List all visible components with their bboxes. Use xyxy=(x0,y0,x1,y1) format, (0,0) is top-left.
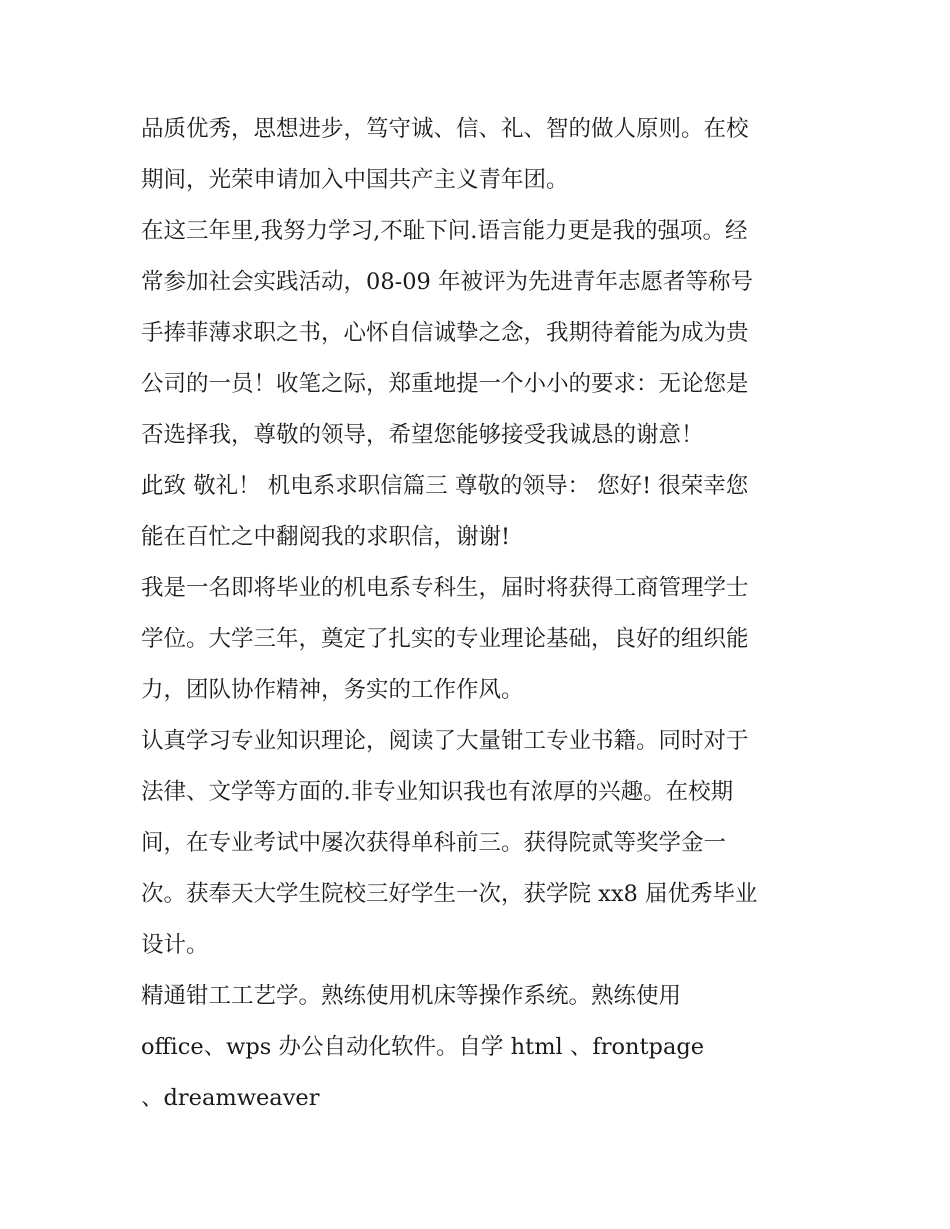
text-line: 否选择我，尊敬的领导，希望您能够接受我诚恳的谢意！ xyxy=(141,422,704,448)
text-line: 力，团队协作精神，务实的工作作风。 xyxy=(141,677,524,703)
text-line: 期间，光荣申请加入中国共产主义青年团。 xyxy=(141,167,569,193)
text-line: 在这三年里,我努力学习,不耻下问.语言能力更是我的强项。经 xyxy=(141,218,748,244)
text-line: 次。获奉天大学生院校三好学生一次，获学院 xx8 届优秀毕业 xyxy=(141,881,758,907)
text-line: office、wps 办公自动化软件。自学 html 、frontpage xyxy=(141,1034,705,1060)
text-line: 精通钳工工艺学。熟练使用机床等操作系统。熟练使用 xyxy=(141,983,682,1009)
text-line: 法律、文学等方面的.非专业知识我也有浓厚的兴趣。在校期 xyxy=(141,779,734,805)
text-line: 、dreamweaver xyxy=(141,1085,320,1111)
text-line: 认真学习专业知识理论，阅读了大量钳工专业书籍。同时对于 xyxy=(141,728,749,754)
text-line: 此致 敬礼！ 机电系求职信篇三 尊敬的领导： 您好! 很荣幸您 xyxy=(141,473,749,499)
text-line: 公司的一员！收笔之际，郑重地提一个小小的要求：无论您是 xyxy=(141,371,749,397)
text-line: 间，在专业考试中屡次获得单科前三。获得院贰等奖学金一 xyxy=(141,830,727,856)
text-line: 常参加社会实践活动，08-09 年被评为先进青年志愿者等称号 xyxy=(141,269,754,295)
document-body xyxy=(141,104,841,1124)
text-line: 能在百忙之中翻阅我的求职信，谢谢! xyxy=(141,524,511,550)
text-line: 手捧菲薄求职之书，心怀自信诚挚之念，我期待着能为成为贵 xyxy=(141,320,749,346)
text-line: 我是一名即将毕业的机电系专科生，届时将获得工商管理学士 xyxy=(141,575,749,601)
text-line: 设计。 xyxy=(141,932,209,958)
text-line: 品质优秀，思想进步，笃守诚、信、礼、智的做人原则。在校 xyxy=(141,116,749,142)
text-line: 学位。大学三年，奠定了扎实的专业理论基础，良好的组织能 xyxy=(141,626,749,652)
